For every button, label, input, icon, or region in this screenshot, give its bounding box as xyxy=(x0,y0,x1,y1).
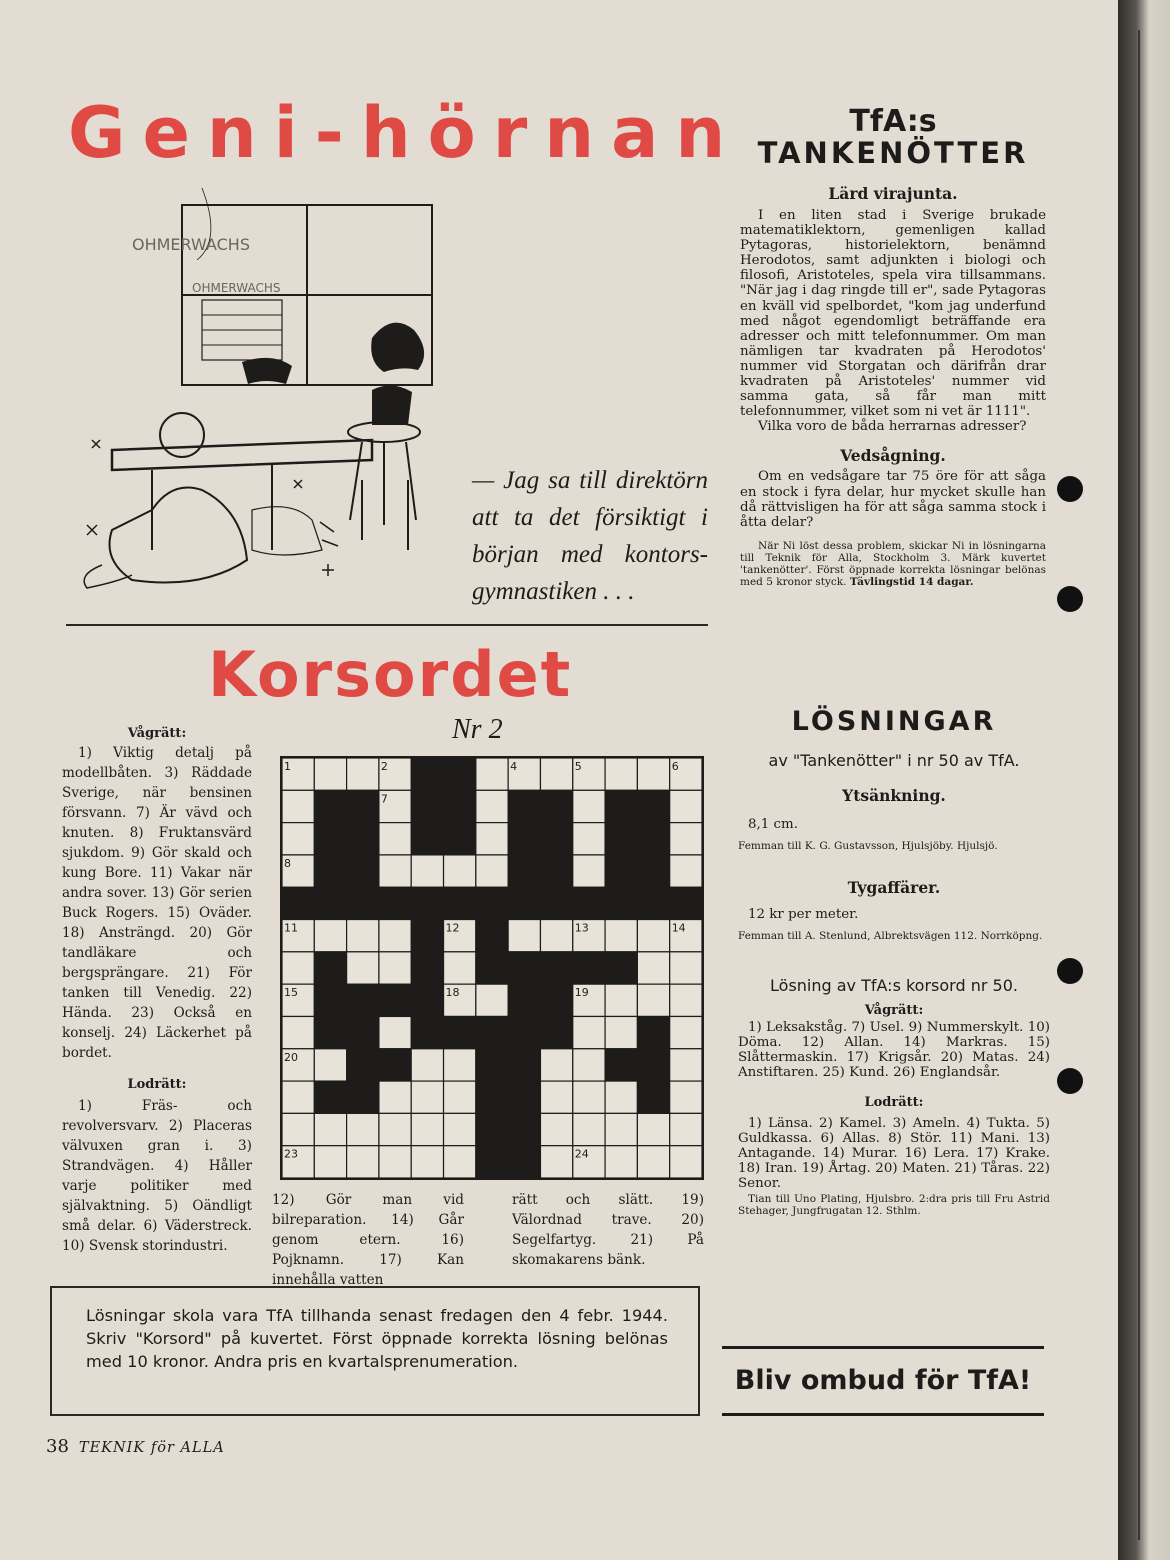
crossword-black-cell xyxy=(314,790,346,822)
crossword-black-cell xyxy=(540,984,572,1016)
crossword-black-cell xyxy=(508,984,540,1016)
crossword-cell[interactable] xyxy=(605,920,637,952)
crossword-black-cell xyxy=(637,790,669,822)
crossword-black-cell xyxy=(444,790,476,822)
crossword-cell[interactable] xyxy=(670,855,702,887)
clue-number: 3 xyxy=(445,760,453,773)
crossword-cell[interactable] xyxy=(444,1081,476,1113)
crossword-black-cell xyxy=(540,855,572,887)
crossword-black-cell xyxy=(637,823,669,855)
crossword-cell[interactable] xyxy=(637,952,669,984)
crossword-black-cell xyxy=(347,1049,379,1081)
geni-hornan-title: Geni-hörnan xyxy=(68,92,743,174)
tankenotter-instructions xyxy=(740,540,1046,588)
crossword-black-cell xyxy=(540,887,572,919)
crossword-black-cell xyxy=(444,887,476,919)
crossword-cell[interactable] xyxy=(347,758,379,790)
crossword-cell[interactable] xyxy=(314,1146,346,1178)
crossword-black-cell xyxy=(314,823,346,855)
ombud-banner: Bliv ombud för TfA! xyxy=(722,1346,1044,1416)
lodratt-heading: Lodrätt: xyxy=(127,1077,187,1092)
tygaffarer-winner: Femman till A. Stenlund, Albrektsvägen 112. Norrköpng. xyxy=(738,930,1043,943)
crossword-cell[interactable] xyxy=(444,952,476,984)
clue-number: 6 xyxy=(671,760,679,773)
crossword-cell[interactable] xyxy=(282,1081,314,1113)
crossword-cell[interactable] xyxy=(314,758,346,790)
crossword-black-cell xyxy=(379,887,411,919)
crossword-black-cell xyxy=(347,887,379,919)
solution-lodratt-heading: Lodrätt: xyxy=(864,1094,924,1110)
crossword-cell[interactable] xyxy=(573,1113,605,1145)
crossword-black-cell xyxy=(347,1016,379,1048)
crossword-number: Nr 2 xyxy=(452,714,503,745)
crossword-cell[interactable] xyxy=(573,790,605,822)
crossword-black-cell xyxy=(411,920,443,952)
crossword-cell[interactable] xyxy=(540,1113,572,1145)
losningar-subtitle: av "Tankenötter" i nr 50 av TfA. xyxy=(768,751,1020,770)
crossword-black-cell xyxy=(670,887,702,919)
crossword-cell[interactable] xyxy=(282,952,314,984)
clue-number: 11 xyxy=(284,921,298,935)
puzzle2-text: Om en vedsågare tar 75 öre för att såga en stock i fyra delar, hur mycket skulle han då rättvisligen ha för att såga samma stock i åtta delar? xyxy=(740,469,1046,530)
crossword-cell[interactable] xyxy=(476,984,508,1016)
window-sign-2: OHMERWACHS xyxy=(192,281,281,295)
cartoon-caption: — Jag sa till direktörn att ta det försiktigt i början med kontors-gymnastiken . . . xyxy=(472,467,708,605)
crossword-grid xyxy=(280,756,704,1180)
crossword-cell[interactable] xyxy=(573,855,605,887)
crossword-cell[interactable] xyxy=(637,758,669,790)
crossword-black-cell xyxy=(540,1016,572,1048)
clue-number: 10 xyxy=(639,856,654,870)
lodratt-clues: 1) Fräs- och revolversvarv. 2) Placeras välvuxen gran i. 3) Strandvägen. 4) Håller varje politiker med självaktning. 5) Oändligt små delar. 6) Väderstreck. 10) Svensk storindustri. xyxy=(62,1098,252,1254)
crossword-cell[interactable] xyxy=(379,920,411,952)
cartoon-illustration xyxy=(72,180,472,600)
crossword-cell[interactable] xyxy=(605,1081,637,1113)
crossword-cell[interactable] xyxy=(670,1146,702,1178)
crossword-black-cell xyxy=(411,758,443,790)
crossword-black-cell xyxy=(476,887,508,919)
crossword-cell[interactable] xyxy=(282,823,314,855)
crossword-black-cell xyxy=(314,1016,346,1048)
crossword-cell[interactable] xyxy=(379,1146,411,1178)
crossword-black-cell xyxy=(573,887,605,919)
crossword-cell[interactable] xyxy=(670,1081,702,1113)
crossword-cell[interactable] xyxy=(670,984,702,1016)
crossword-black-cell xyxy=(411,1016,443,1048)
crossword-cell[interactable] xyxy=(444,1049,476,1081)
crossword-black-cell xyxy=(282,887,314,919)
tfa-title-line2: TANKENÖTTER xyxy=(757,135,1029,170)
solution-vagratt: 1) Leksakståg. 7) Usel. 9) Nummerskylt. 10) Döma. 12) Allan. 14) Markras. 15) Slåttermaskin. 17) Krigsår. 20) Matas. 24) Anstiftaren. 25) Kund. 26) Englandsår. xyxy=(738,1020,1050,1081)
instructions-text: När Ni löst dessa problem, skickar Ni in lösningarna till Teknik för Alla, Stockholm 3. Märk kuvertet 'tankenötter'. Först öppnade korrekta lösningar belönas med 5 kronor styck. xyxy=(740,539,1046,588)
crossword-black-cell xyxy=(605,1049,637,1081)
tygaffarer-title: Tygaffärer. xyxy=(847,878,941,898)
tygaffarer-answer: 12 kr per meter. xyxy=(748,907,859,923)
crossword-cell[interactable] xyxy=(573,1049,605,1081)
crossword-svg xyxy=(282,758,702,1178)
crossword-cell[interactable] xyxy=(637,920,669,952)
crossword-cell[interactable] xyxy=(379,855,411,887)
crossword-cell[interactable] xyxy=(605,1113,637,1145)
crossword-cell[interactable] xyxy=(411,1113,443,1145)
crossword-cell[interactable] xyxy=(411,1146,443,1178)
crossword-black-cell xyxy=(605,823,637,855)
crossword-cell[interactable] xyxy=(605,1016,637,1048)
crossword-black-cell xyxy=(605,887,637,919)
clue-number: 20 xyxy=(284,1050,298,1064)
crossword-black-cell xyxy=(637,1081,669,1113)
clue-number: 19 xyxy=(574,986,589,1000)
crossword-black-cell xyxy=(379,1049,411,1081)
crossword-black-cell xyxy=(444,823,476,855)
crossword-cell[interactable] xyxy=(637,1113,669,1145)
crossword-cell[interactable] xyxy=(314,1049,346,1081)
crossword-black-cell xyxy=(444,1016,476,1048)
crossword-cell[interactable] xyxy=(540,1081,572,1113)
crossword-black-cell xyxy=(637,1049,669,1081)
crossword-cell[interactable] xyxy=(573,1081,605,1113)
notice-box xyxy=(50,1286,700,1416)
crossword-cell[interactable] xyxy=(670,823,702,855)
crossword-cell[interactable] xyxy=(444,1146,476,1178)
ytsankning-winner: Femman till K. G. Gustavsson, Hjulsjöby. Hjulsjö. xyxy=(738,840,998,853)
page-footer xyxy=(46,1436,225,1457)
crossword-cell[interactable] xyxy=(411,1081,443,1113)
crossword-black-cell xyxy=(508,1146,540,1178)
crossword-cell[interactable] xyxy=(379,1081,411,1113)
crossword-cell[interactable] xyxy=(605,984,637,1016)
crossword-cell[interactable] xyxy=(540,758,572,790)
crossword-black-cell xyxy=(347,823,379,855)
crossword-cell[interactable] xyxy=(670,1113,702,1145)
crossword-cell[interactable] xyxy=(282,790,314,822)
crossword-solution-title: Lösning av TfA:s korsord nr 50. xyxy=(770,976,1018,996)
crossword-cell[interactable] xyxy=(379,1113,411,1145)
puzzle1-question: Vilka voro de båda herrarnas adresser? xyxy=(758,419,1027,435)
spine-edge xyxy=(1138,30,1140,1540)
vagratt-heading: Vågrätt: xyxy=(127,726,187,741)
tfa-title-line1: TfA:s xyxy=(849,104,937,139)
puzzle2-title: Vedsågning. xyxy=(840,446,946,466)
crossword-cell[interactable] xyxy=(444,855,476,887)
puzzle1-text: I en liten stad i Sverige brukade matematiklektorn, gemenligen kallad Pytagoras, historielektorn, benämnd Herodotos, samt adjunkten i biologi och filosofi, Aristoteles, spela vira tillsammans. "När jag i dag ringde till er", sade Pytagoras en kväll vid spelbordet, "kom jag underfund med något egendomligt beträffande era adresser och mitt telefonnummer. Om man nämligen tar kvadraten på Herodotos' nummer vid Storgatan och därifrån drar kvadraten på Aristoteles' nummer vid samma gata, så får man mitt telefonnummer, vilket som ni vet är 1111". xyxy=(740,208,1046,420)
crossword-cell[interactable] xyxy=(314,920,346,952)
crossword-black-cell xyxy=(476,1081,508,1113)
crossword-black-cell xyxy=(314,1081,346,1113)
puzzle1-title: Lärd virajunta. xyxy=(828,184,958,203)
crossword-cell[interactable] xyxy=(540,1049,572,1081)
crossword-black-cell xyxy=(637,1016,669,1048)
crossword-black-cell xyxy=(476,920,508,952)
crossword-cell[interactable] xyxy=(637,1146,669,1178)
crossword-black-cell xyxy=(314,952,346,984)
crossword-cell[interactable] xyxy=(282,1016,314,1048)
crossword-cell[interactable] xyxy=(347,1113,379,1145)
losningar-column xyxy=(738,706,1050,1217)
crossword-black-cell xyxy=(508,790,540,822)
clue-number: 24 xyxy=(574,1147,589,1161)
crossword-black-cell xyxy=(347,855,379,887)
clue-number: 8 xyxy=(284,856,291,870)
crossword-cell[interactable] xyxy=(508,920,540,952)
crossword-cell[interactable] xyxy=(379,1016,411,1048)
clue-number: 17 xyxy=(380,986,395,1000)
crossword-black-cell xyxy=(476,1016,508,1048)
lodratt-clues-col2: 12) Gör man vid bilreparation. 14) Går genom etern. 16) Pojknamn. 17) Kan innehålla vatten xyxy=(272,1192,464,1288)
crossword-cell[interactable] xyxy=(540,1146,572,1178)
clue-number: 12 xyxy=(445,921,460,935)
vagratt-clues: 1) Viktig detalj på modellbåten. 3) Räddade Sverige, när bensinen försvann. 7) Är vävd och knuten. 8) Fruktansvärd sjukdom. 9) Gör skald och kung Bore. 11) Vakar när andra sover. 13) Gör serien Buck Rogers. 15) Oväder. 18) Ansträngd. 20) Gör tandläkare och bergsprängare. 21) För tanken till Venedig. 22) Hända. 23) Också en konselj. 24) Läckerhet på bordet. xyxy=(62,745,252,1061)
clue-number: 2 xyxy=(380,760,388,773)
crossword-black-cell xyxy=(508,823,540,855)
ytsankning-title: Ytsänkning. xyxy=(842,786,946,805)
section-divider xyxy=(66,624,708,626)
crossword-cell[interactable] xyxy=(411,855,443,887)
solution-vagratt-heading: Vågrätt: xyxy=(864,1003,924,1019)
crossword-cell[interactable] xyxy=(314,1113,346,1145)
binding-spine xyxy=(1118,0,1170,1560)
crossword-black-cell xyxy=(476,1049,508,1081)
losningar-title: LÖSNINGAR xyxy=(791,706,997,737)
crossword-cell[interactable] xyxy=(411,1049,443,1081)
clue-number: 16 xyxy=(316,986,331,1000)
lodratt-clues-col3: rätt och slätt. 19) Välordnad trave. 20) Segelfartyg. 21) På skomakarens bänk. xyxy=(512,1192,704,1268)
crossword-cell[interactable] xyxy=(670,952,702,984)
crossword-cell[interactable] xyxy=(573,1016,605,1048)
crossword-cell[interactable] xyxy=(670,1016,702,1048)
crossword-cell[interactable] xyxy=(637,984,669,1016)
crossword-black-cell xyxy=(411,887,443,919)
korsordet-title: Korsordet xyxy=(208,638,573,711)
publication-name: TEKNIK för ALLA xyxy=(78,1440,225,1456)
crossword-black-cell xyxy=(605,855,637,887)
crossword-black-cell xyxy=(411,952,443,984)
crossword-black-cell xyxy=(540,790,572,822)
solution-winner: Tian till Uno Plating, Hjulsbro. 2:dra pris till Fru Astrid Stehager, Jungfrugatan 12. Sthlm. xyxy=(738,1193,1050,1218)
crossword-black-cell xyxy=(508,1081,540,1113)
crossword-cell[interactable] xyxy=(670,790,702,822)
crossword-black-cell xyxy=(476,1146,508,1178)
crossword-cell[interactable] xyxy=(476,790,508,822)
clue-number: 14 xyxy=(671,921,686,935)
crossword-black-cell xyxy=(637,887,669,919)
clue-number: 7 xyxy=(380,792,388,806)
crossword-cell[interactable] xyxy=(605,1146,637,1178)
clue-number: 13 xyxy=(574,921,589,935)
crossword-black-cell xyxy=(508,887,540,919)
crossword-cell[interactable] xyxy=(476,823,508,855)
crossword-cell[interactable] xyxy=(379,823,411,855)
crossword-black-cell xyxy=(476,952,508,984)
notice-text: Lösningar skola vara TfA tillhanda senast fredagen den 4 febr. 1944. Skriv "Korsord" på kuvertet. Först öppnade korrekta lösning belönas med 10 kronor. Andra pris en kvartalsprenumeration. xyxy=(86,1306,668,1371)
crossword-cell[interactable] xyxy=(379,952,411,984)
crossword-black-cell xyxy=(411,790,443,822)
crossword-black-cell xyxy=(540,823,572,855)
crossword-black-cell xyxy=(347,790,379,822)
crossword-black-cell xyxy=(605,790,637,822)
crossword-clues-left xyxy=(62,726,252,1256)
crossword-black-cell xyxy=(573,952,605,984)
crossword-cell[interactable] xyxy=(347,920,379,952)
deadline-text: Tävlingstid 14 dagar. xyxy=(849,575,974,588)
clue-number: 15 xyxy=(284,986,298,1000)
clue-number: 1 xyxy=(284,760,291,773)
page-number: 38 xyxy=(46,1436,69,1457)
crossword-cell[interactable] xyxy=(605,758,637,790)
tankenotter-column xyxy=(740,184,1046,588)
clue-number: 22 xyxy=(510,1115,525,1129)
crossword-black-cell xyxy=(411,984,443,1016)
clue-number: 4 xyxy=(510,760,518,773)
clue-number: 18 xyxy=(445,986,460,1000)
crossword-cell[interactable] xyxy=(540,920,572,952)
crossword-black-cell xyxy=(508,952,540,984)
crossword-cell[interactable] xyxy=(476,758,508,790)
crossword-cell[interactable] xyxy=(573,823,605,855)
crossword-cell[interactable] xyxy=(347,1146,379,1178)
tankenotter-title xyxy=(740,106,1046,168)
clue-number: 9 xyxy=(510,856,518,870)
crossword-cell[interactable] xyxy=(476,855,508,887)
crossword-black-cell xyxy=(411,823,443,855)
crossword-cell[interactable] xyxy=(347,952,379,984)
crossword-black-cell xyxy=(508,1016,540,1048)
ytsankning-answer: 8,1 cm. xyxy=(748,817,799,832)
solution-lodratt: 1) Länsa. 2) Kamel. 3) Ameln. 4) Tukta. 5) Guldkassa. 6) Allas. 8) Stör. 11) Mani. 13) Antagande. 14) Murar. 16) Lera. 17) Krake. 18) Iran. 19) Årtag. 20) Maten. 21) Tåras. 22) Senor. xyxy=(738,1115,1050,1191)
clue-number: 21 xyxy=(510,1050,525,1064)
crossword-black-cell xyxy=(314,855,346,887)
crossword-black-cell xyxy=(476,1113,508,1145)
clue-number: 23 xyxy=(284,1147,298,1161)
crossword-cell[interactable] xyxy=(670,1049,702,1081)
crossword-black-cell xyxy=(347,984,379,1016)
crossword-black-cell xyxy=(540,952,572,984)
crossword-black-cell xyxy=(605,952,637,984)
clue-number: 5 xyxy=(574,760,582,773)
window-sign-1: OHMERWACHS xyxy=(132,235,250,254)
crossword-black-cell xyxy=(314,887,346,919)
crossword-cell[interactable] xyxy=(282,1113,314,1145)
crossword-black-cell xyxy=(347,1081,379,1113)
crossword-cell[interactable] xyxy=(444,1113,476,1145)
